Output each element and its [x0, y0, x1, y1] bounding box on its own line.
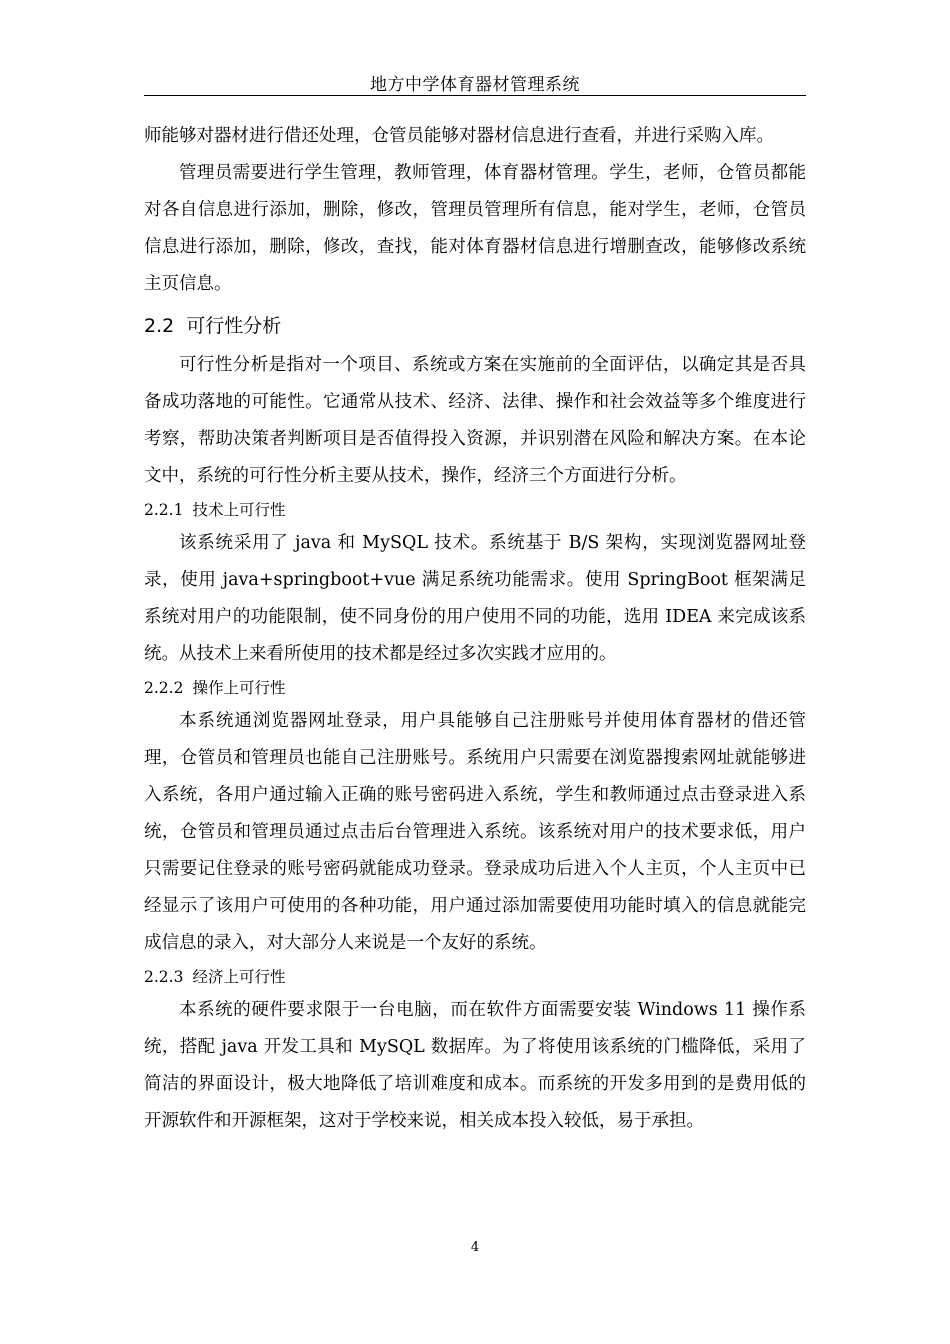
paragraph-continued: 师能够对器材进行借还处理，仓管员能够对器材信息进行查看，并进行采购入库。: [144, 126, 774, 146]
paragraph-feasibility-intro: 可行性分析是指对一个项目、系统或方案在实施前的全面评估，以确定其是否具备成功落地的可能性。它通常从技术、经济、法律、操作和社会效益等多个维度进行考察，帮助决策者判断项目是否值得投入资源，并识别潜在风险和解决方案。在本论文中，系统的可行性分析主要从技术，操作，经济三个方面进行分析。: [144, 355, 806, 486]
subsection-title: 经济上可行性: [192, 968, 286, 986]
paragraph-admin-management: 管理员需要进行学生管理，教师管理，体育器材管理。学生，老师，仓管员都能对各自信息进行添加，删除，修改，管理员管理所有信息，能对学生，老师，仓管员信息进行添加，删除，修改，查找，能对体育器材信息进行增删查改，能够修改系统主页信息。: [144, 163, 806, 294]
section-title: 可行性分析: [186, 315, 282, 337]
subsection-title: 操作上可行性: [192, 679, 286, 697]
paragraph-economic-feasibility: 本系统的硬件要求限于一台电脑，而在软件方面需要安装 Windows 11 操作系统，搭配 java 开发工具和 MySQL 数据库。为了将使用该系统的门槛降低，采用了简洁的界面设计，极大地降低了培训难度和成本。而系统的开发多用到的是费用低的开源软件和开源框架，这对于学校来说，相关成本投入较低，易于承担。: [144, 1000, 806, 1131]
subsection-heading-2-2-3: [144, 962, 806, 992]
paragraph-technical-feasibility: 该系统采用了 java 和 MySQL 技术。系统基于 B/S 架构，实现浏览器网址登录，使用 java+springboot+vue 满足系统功能需求。使用 SpringBoot 框架满足系统对用户的功能限制，使不同身份的用户使用不同的功能，选用 IDEA 来完成该系统。从技术上来看所使用的技术都是经过多次实践才应用的。: [144, 533, 806, 664]
subsection-number: 2.2.2: [144, 679, 184, 697]
header-divider: [144, 95, 806, 96]
subsection-number: 2.2.1: [144, 501, 184, 519]
section-number: 2.2: [144, 315, 175, 337]
paragraph-operational-feasibility: 本系统通浏览器网址登录，用户具能够自己注册账号并使用体育器材的借还管理，仓管员和管理员也能自己注册账号。系统用户只需要在浏览器搜索网址就能够进入系统，各用户通过输入正确的账号密码进入系统，学生和教师通过点击登录进入系统，仓管员和管理员通过点击后台管理进入系统。该系统对用户的技术要求低，用户只需要记住登录的账号密码就能成功登录。登录成功后进入个人主页，个人主页中已经显示了该用户可使用的各种功能，用户通过添加需要使用功能时填入的信息就能完成信息的录入，对大部分人来说是一个友好的系统。: [144, 711, 806, 953]
section-heading-2-2: [144, 311, 806, 341]
running-header-title: 地方中学体育器材管理系统: [370, 75, 580, 95]
document-body: [144, 118, 806, 1140]
subsection-title: 技术上可行性: [192, 501, 286, 519]
subsection-number: 2.2.3: [144, 968, 184, 986]
subsection-heading-2-2-2: [144, 673, 806, 703]
page-number: 4: [470, 1240, 480, 1255]
subsection-heading-2-2-1: [144, 495, 806, 525]
